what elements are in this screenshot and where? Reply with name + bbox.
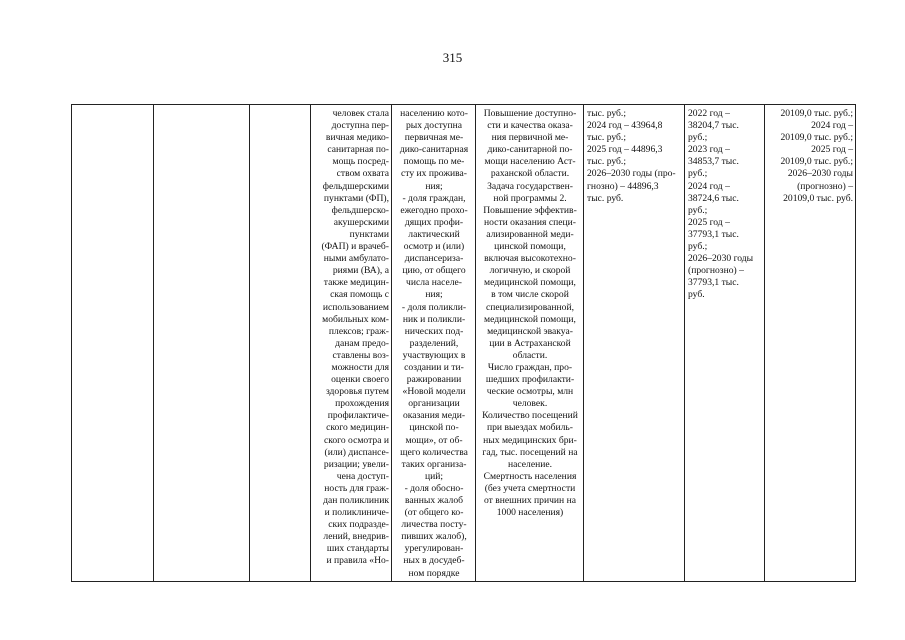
table-cell-indicators bbox=[392, 105, 476, 582]
page-number: 315 bbox=[442, 50, 463, 65]
table-row bbox=[72, 105, 856, 582]
table-cell-funding-3 bbox=[765, 105, 856, 582]
funding-1-text: тыс. руб.; 2024 год – 43964,8 тыс. руб.; 2025 год – 44896,3 тыс. руб.; 2026–2030 годы (про- гнозно) – 44896,3 тыс. руб. bbox=[587, 108, 676, 204]
table-cell-col1 bbox=[72, 105, 154, 582]
table-cell-funding-2 bbox=[685, 105, 765, 582]
table-cell-col2 bbox=[154, 105, 250, 582]
indicators-text: населению кото- рых доступна первичная ме- дико-санитарная помощь по ме- сту их прожива- ния; - доля граждан, ежегодно прохо- дящих профи- лактический осмотр и (или) диспансериза- цию, от общего числа населе- ния; - доля поликли- ник и поликли- нических под- разделений, участвующих в создании и ти- ражировании «Новой модели организации оказания меди- цинской по- мощи», от об- щего количества таких организа- ций; - доля обосно- ванных жалоб (от общего ко- личества посту- пивших жалоб), урегулирован- ных в досудеб- ном порядке bbox=[399, 108, 469, 579]
funding-3-text: 20109,0 тыс. руб.; 2024 год – 20109,0 тыс. руб.; 2025 год – 20109,0 тыс. руб.; 2026–2030 годы (прогнозно) – 20109,0 тыс. руб. bbox=[780, 108, 853, 204]
table-cell-col3 bbox=[250, 105, 311, 582]
goals-text: Повышение доступно- сти и качества оказа- ния первичной ме- дико-санитарной по- мощи населению Аст- раханской области. Задача государствен- ной программы 2. Повышение эффектив- ности оказания специ- ализированной меди- цинской помощи, включая высокотехно- логичную, и скорой медицинской помощи, в том числе скорой специализированной, медицинской помощи, медицинской эвакуа- ции в Астраханской области. Число граждан, про- шедших профилакти- ческие осмотры, млн человек. Количество посещений при выездах мобиль- ных медицинских бри- гад, тыс. посещений на население. Смертность населения (без учета смертности от внешних причин на 1000 населения) bbox=[482, 108, 578, 519]
funding-2-text: 2022 год – 38204,7 тыс. руб.; 2023 год – 34853,7 тыс. руб.; 2024 год – 38724,6 тыс. руб.; 2025 год – 37793,1 тыс. руб.; 2026–2030 годы (прогнозно) – 37793,1 тыс. руб. bbox=[688, 108, 754, 301]
results-text: человек стала доступна пер- вичная медико- санитарная по- мощь посред- ством охвата фельдшерскими пунктами (ФП), фельдшерско- акушерскими пунктами (ФАП) и врачеб- ными амбулато- риями (ВА), а также медицин- ская помощь с использованием мобильных ком- плексов; граж- данам предо- ставлены воз- можности для оценки своего здоровья путем прохождения профилактиче- ского медицин- ского осмотра и (или) диспансе- ризации; увели- чена доступ- ность для граж- дан поликлиник и поликлиниче- ских подразде- лений, внедрив- ших стандарты и правила «Но- bbox=[321, 108, 389, 567]
table-cell-funding-1 bbox=[584, 105, 685, 582]
table-cell-goals bbox=[476, 105, 584, 582]
table-cell-results bbox=[311, 105, 392, 582]
program-table bbox=[71, 104, 856, 582]
